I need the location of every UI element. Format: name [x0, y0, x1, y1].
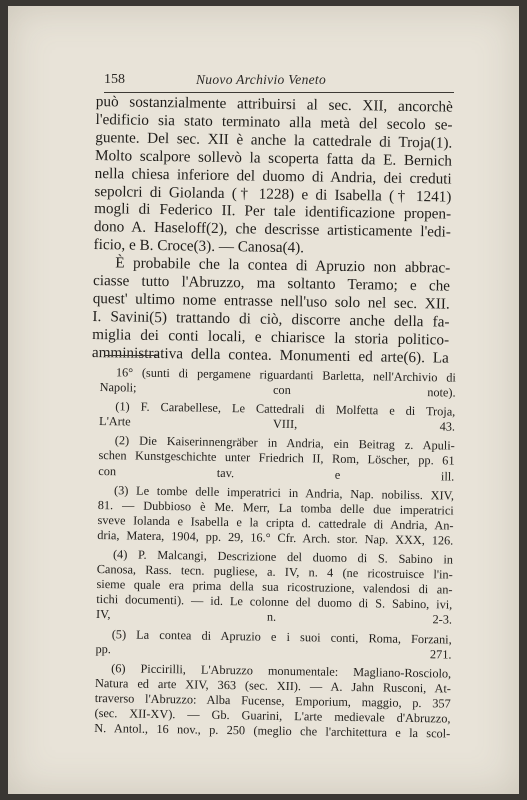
footnote-line: Canosa, Rass. tecn. pugliese, a. IV, n. 4 (ne ricostruisce l'in-	[96, 562, 453, 582]
text-line: miglia dei conti locali, e chiarisce la storia politico-	[92, 325, 450, 349]
footnote-line: L'Arte VIII, 43.	[99, 414, 456, 434]
footnote-line: pp. 271.	[95, 641, 452, 662]
running-title: Nuovo Archivio Veneto	[196, 72, 327, 87]
page-header	[104, 72, 454, 93]
text-line: Molto scalpore sollevò la scoperta fatta da E. Bernich	[94, 146, 453, 170]
footnote-line: Natura ed arte XIV, 363 (sec. XII). — A. Jahn Rusconi, At-	[94, 675, 452, 696]
text-line: sepolcri di Giolanda († 1228) e di Isabella († 1241)	[94, 182, 452, 206]
text-line: guente. Del sec. XII è anche la cattedrale di Troja(1).	[95, 128, 453, 152]
main-text	[92, 93, 453, 367]
text-line: È probabile che la contea di Apruzio non abbrac-	[115, 254, 451, 277]
footnote-line: (5) La contea di Apruzio e i suoi conti, Roma, Forzani,	[111, 626, 452, 647]
footnote-line: 16° (sunti di pergamene riguardanti Barletta, nell'Archivio di	[115, 365, 456, 385]
footnote-line: (sec. XII-XV). — Gb. Guarini, L'arte medievale d'Abruzzo,	[94, 705, 451, 726]
footnote-line: (1) F. Carabellese, Le Cattedrali di Molfetta e di Troja,	[115, 399, 456, 419]
footnote-line: con tav. e ill.	[98, 463, 455, 484]
text-line: dono A. Haseloff(2), che descrisse artisticamente l'edi-	[93, 218, 451, 241]
text-line: ficio, e B. Croce(3). — Canosa(4).	[93, 236, 305, 257]
footnote-separator	[104, 355, 158, 356]
text-line: mogli di Federico II. Per tale identificazione propen-	[94, 200, 452, 224]
text-line: può sostanzialmente attribuirsi al sec. XII, ancorchè	[95, 93, 453, 116]
footnote-line: IV, n. 2-3.	[95, 607, 453, 627]
footnote-line: dria, Matera, 1904, pp. 29, 16.° Cfr. Arch. stor. Nap. XXX, 126.	[97, 527, 454, 548]
footnote-line: schen Kunstgeschichte unter Friedrich II, Rom, Löscher, pp. 61	[98, 448, 455, 469]
footnote-line: N. Antol., 16 nov., p. 250 (meglio che l'architettura e la scol-	[94, 721, 451, 741]
footnote-line: (2) Die Kaiserinnengräber in Andria, ein Beitrag z. Apuli-	[114, 433, 455, 453]
text-line: ciasse tutto l'Abruzzo, ma soltanto Teramo; e che	[92, 272, 451, 295]
footnote-line: 81. — Dubbioso è Me. Merr, La tomba delle due imperatrici	[97, 497, 454, 518]
footnote-line: traverso l'Abruzzo: Alba Fucense, Emporium, maggio, p. 357	[94, 690, 451, 711]
text-line: l'edificio sia stato terminato alla metà del secolo se-	[95, 110, 453, 134]
text-line: nella chiesa inferiore del duomo di Andria, dei creduti	[94, 164, 452, 188]
footnote-line: (4) P. Malcangi, Descrizione del duomo di S. Sabino in	[112, 547, 454, 567]
footnote-line: tichi documenti). — id. Le colonne del duomo di S. Sabino, ivi,	[96, 592, 453, 612]
footnote-line: sveve Iolanda e Isabella e la cripta d. cattedrale di Andria, An-	[97, 512, 454, 533]
text-line: quest' ultimo nome entrasse nell'uso solo nel sec. XII.	[92, 289, 450, 313]
footnotes	[94, 365, 456, 742]
page-number: 158	[104, 72, 125, 87]
footnote-line: sieme quale era prima della sua ricostruzione, valendosi di an-	[96, 577, 453, 597]
text-line: amministrativa della contea. Monumenti ed arte(6). La	[91, 343, 450, 367]
text-line: I. Savini(5) trattando di ciò, discorre anche della fa-	[92, 307, 450, 331]
footnote-line: (3) Le tombe delle imperatrici in Andria, Nap. nobiliss. XIV,	[113, 482, 455, 503]
footnote-line: Napoli; con note).	[99, 380, 456, 400]
footnote-line: (6) Piccirilli, L'Abruzzo monumentale: Magliano-Rosciolo,	[111, 660, 452, 681]
